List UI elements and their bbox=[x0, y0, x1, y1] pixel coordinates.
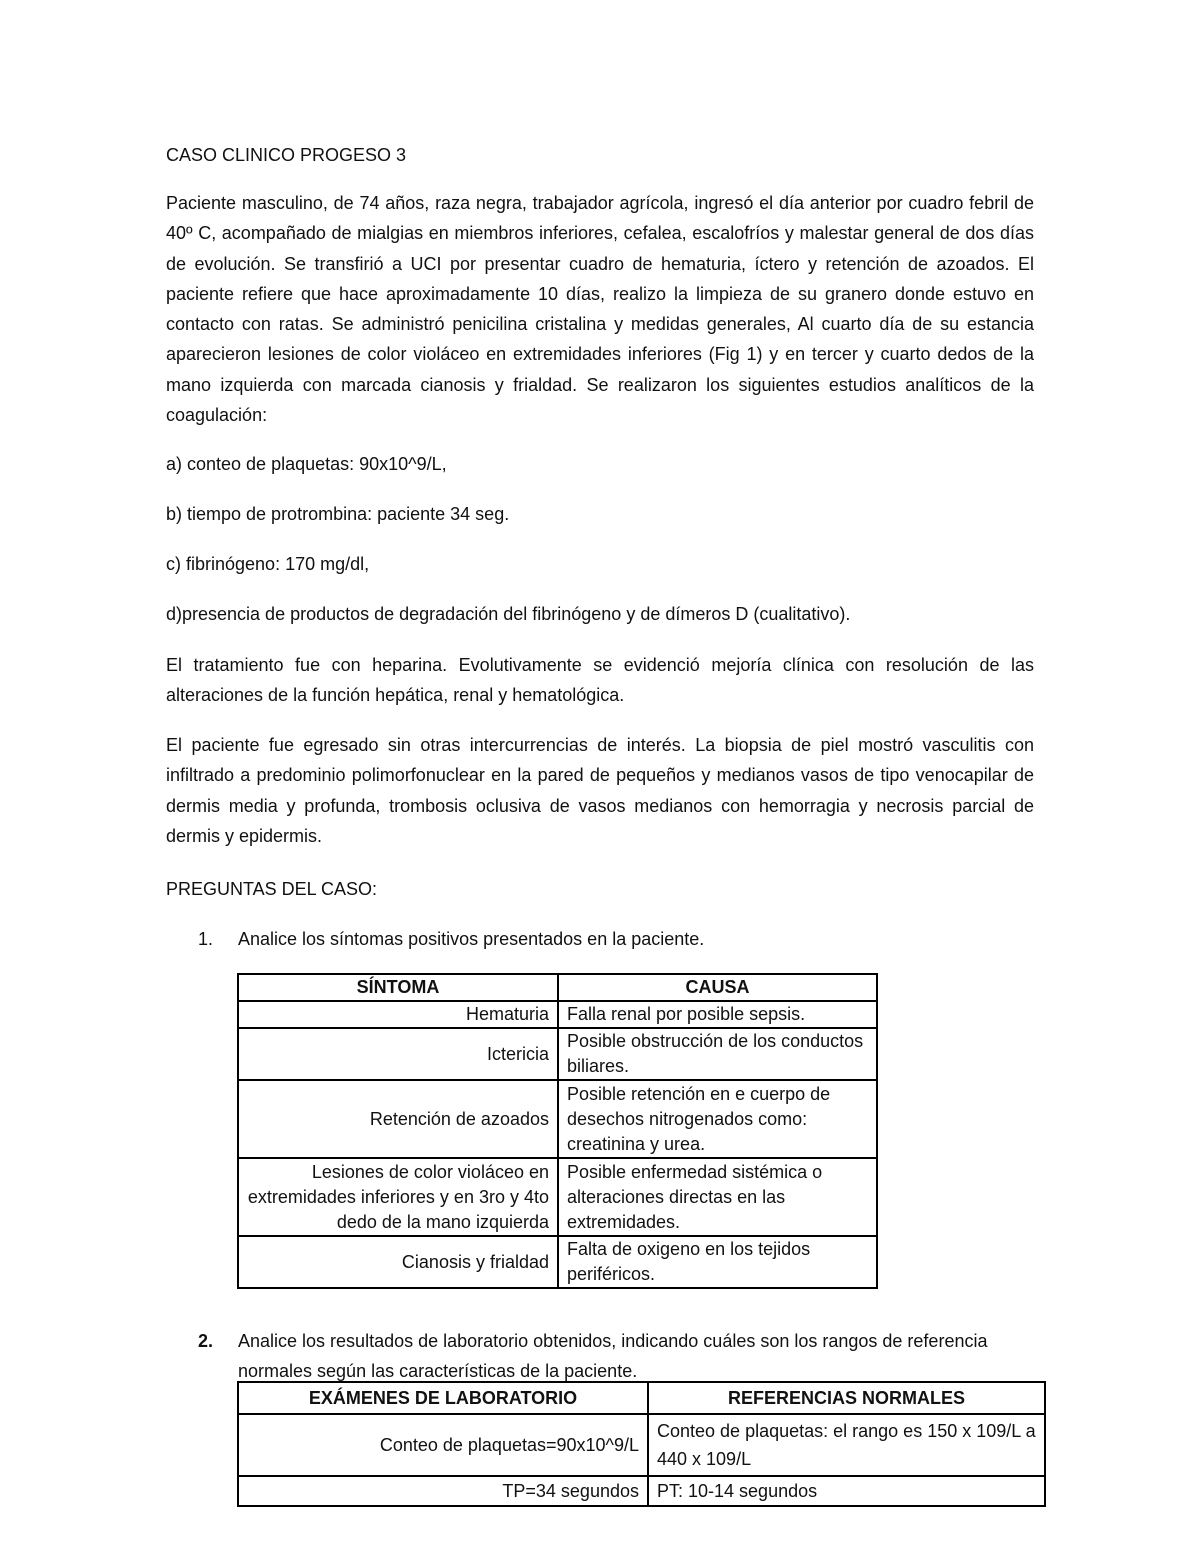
table-row bbox=[238, 1001, 877, 1028]
question-text: Analice los síntomas positivos presentados en la paciente. bbox=[238, 929, 705, 949]
header-lab-exams: EXÁMENES DE LABORATORIO bbox=[238, 1382, 648, 1414]
question-2 bbox=[198, 1326, 1034, 1386]
table-row bbox=[238, 1414, 1045, 1476]
treatment-paragraph: El tratamiento fue con heparina. Evolutivamente se evidenció mejoría clínica con resolución de las alteraciones de la función hepática, renal y hematológica. bbox=[166, 655, 1034, 706]
reference-cell: PT: 10-14 segundos bbox=[648, 1476, 1045, 1506]
question-text: Analice los resultados de laboratorio obtenidos, indicando cuáles son los rangos de referencia normales según las características de la paciente. bbox=[238, 1331, 988, 1381]
question-number: 1. bbox=[198, 929, 214, 949]
table-row bbox=[238, 1476, 1045, 1506]
reference-cell: Conteo de plaquetas: el rango es 150 x 109/L a 440 x 109/L bbox=[648, 1414, 1045, 1476]
header-cause: CAUSA bbox=[558, 974, 877, 1001]
lab-references-table bbox=[237, 1381, 1046, 1507]
symptom-cell: Ictericia bbox=[238, 1028, 558, 1080]
cause-cell: Falta de oxigeno en los tejidos periféricos. bbox=[558, 1236, 877, 1288]
symptoms-table bbox=[237, 973, 878, 1289]
table-row bbox=[238, 1080, 877, 1158]
questions-heading: PREGUNTAS DEL CASO: bbox=[166, 879, 378, 899]
cause-cell: Posible enfermedad sistémica o alteraciones directas en las extremidades. bbox=[558, 1158, 877, 1236]
table-header-row bbox=[238, 1382, 1045, 1414]
table-header-row bbox=[238, 974, 877, 1001]
discharge-paragraph: El paciente fue egresado sin otras intercurrencias de interés. La biopsia de piel mostró vasculitis con infiltrado a predominio polimorfonuclear en la pared de pequeños y medianos vasos de tipo venocapilar de dermis media y profunda, trombosis oclusiva de vasos medianos con hemorragia y necrosis parcial de dermis y epidermis. bbox=[166, 735, 1034, 846]
cause-cell: Posible obstrucción de los conductos biliares. bbox=[558, 1028, 877, 1080]
question-number: 2. bbox=[198, 1331, 214, 1351]
header-symptom: SÍNTOMA bbox=[238, 974, 558, 1001]
table-row bbox=[238, 1158, 877, 1236]
symptom-cell: Hematuria bbox=[238, 1001, 558, 1028]
document-title: CASO CLINICO PROGESO 3 bbox=[166, 145, 407, 165]
symptom-cell: Retención de azoados bbox=[238, 1080, 558, 1158]
cause-cell: Posible retención en e cuerpo de desechos nitrogenados como: creatinina y urea. bbox=[558, 1080, 877, 1158]
cause-cell: Falla renal por posible sepsis. bbox=[558, 1001, 877, 1028]
lab-result-prothrombin: b) tiempo de protrombina: paciente 34 seg. bbox=[166, 504, 510, 524]
table-row bbox=[238, 1028, 877, 1080]
symptom-cell: Cianosis y frialdad bbox=[238, 1236, 558, 1288]
symptom-cell: Lesiones de color violáceo en extremidades inferiores y en 3ro y 4to dedo de la mano izquierda bbox=[238, 1158, 558, 1236]
case-description-paragraph: Paciente masculino, de 74 años, raza negra, trabajador agrícola, ingresó el día anterior por cuadro febril de 40º C, acompañado de mialgias en miembros inferiores, cefalea, escalofríos y malestar general de dos días de evolución. Se transfirió a UCI por presentar cuadro de hematuria, íctero y retención de azoados. El paciente refiere que hace aproximadamente 10 días, realizo la limpieza de su granero donde estuvo en contacto con ratas. Se administró penicilina cristalina y medidas generales, Al cuarto día de su estancia aparecieron lesiones de color violáceo en extremidades inferiores (Fig 1) y en tercer y cuarto dedos de la mano izquierda con marcada cianosis y frialdad. Se realizaron los siguientes estudios analíticos de la coagulación: bbox=[166, 193, 1034, 426]
header-normal-references: REFERENCIAS NORMALES bbox=[648, 1382, 1045, 1414]
question-1 bbox=[198, 924, 1034, 954]
lab-result-fibrinogen: c) fibrinógeno: 170 mg/dl, bbox=[166, 554, 370, 574]
lab-exam-cell: TP=34 segundos bbox=[238, 1476, 648, 1506]
lab-result-d-dimer: d)presencia de productos de degradación del fibrinógeno y de dímeros D (cualitativo). bbox=[166, 604, 851, 624]
lab-result-platelets: a) conteo de plaquetas: 90x10^9/L, bbox=[166, 454, 447, 474]
lab-exam-cell: Conteo de plaquetas=90x10^9/L bbox=[238, 1414, 648, 1476]
table-row bbox=[238, 1236, 877, 1288]
